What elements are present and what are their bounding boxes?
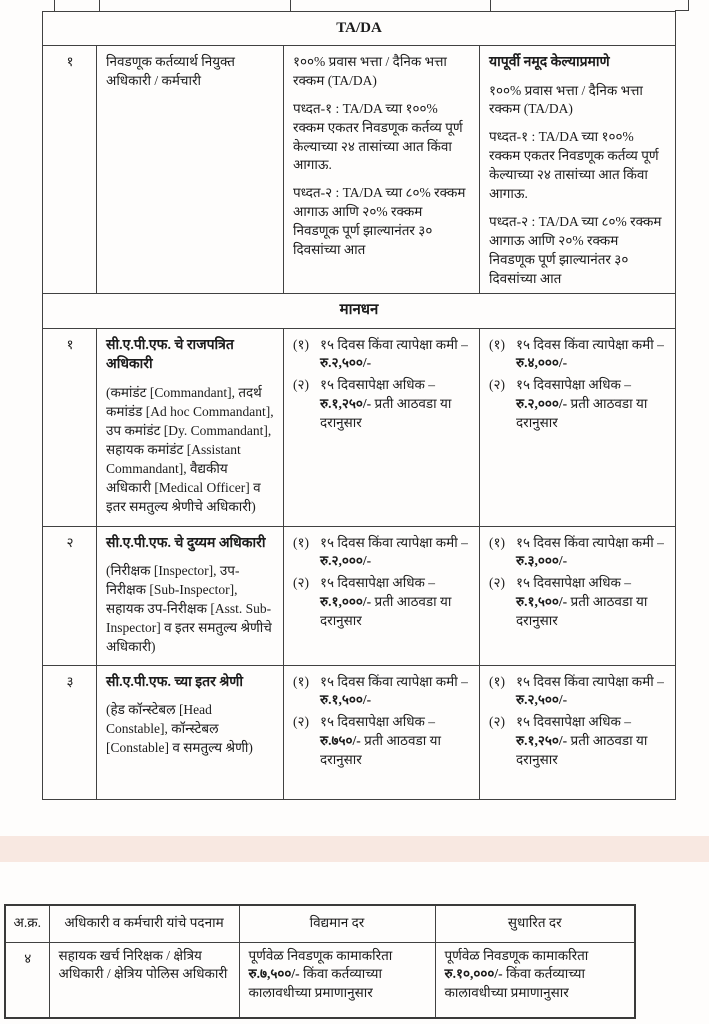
revised-rate-cell <box>435 942 635 1018</box>
rate-pre: १५ दिवसापेक्षा अधिक – <box>320 377 436 393</box>
designation-title: सी.ए.पी.एफ. च्या इतर श्रेणी <box>106 674 243 690</box>
column-header-revised-rate: सुधारित दर <box>435 905 635 942</box>
serial-cell: १ <box>43 46 97 294</box>
rate-item <box>293 534 471 572</box>
rate-post: प्रती आठवडा या दरानुसार <box>516 396 648 431</box>
rate-paragraph: पध्दत-१ : TA/DA च्या १००% रक्कम एकतर निवडणूक कर्तव्य पूर्ण केल्याच्या २४ तासांच्या आत किंवा आगाऊ. <box>293 100 463 173</box>
revised-rates-table <box>4 904 636 1019</box>
table-row <box>43 526 676 665</box>
tada-manadhan-table <box>42 11 676 800</box>
designation-cell <box>97 526 284 665</box>
rate-amount: रु.१,५००/- <box>516 594 568 610</box>
rate-amount: रु.१,२५०/- <box>516 733 568 749</box>
rate-paragraph: पध्दत-२ : TA/DA च्या ८०% रक्कम आगाऊ आणि २०% रक्कम निवडणूक पूर्ण झाल्यानंतर ३० दिवसांच्या आत <box>293 185 466 258</box>
rate-item <box>489 574 667 631</box>
rate-item-text <box>320 574 471 631</box>
rate-item-text <box>320 673 471 711</box>
page-divider-strip <box>0 836 709 862</box>
column-header-current-rate: विद्यमान दर <box>239 905 435 942</box>
rate-item <box>489 336 667 374</box>
rate-pre: १५ दिवसापेक्षा अधिक – <box>516 575 632 591</box>
rate-pre: १५ दिवस किंवा त्यापेक्षा कमी – <box>320 673 468 689</box>
column-header-sn: अ.क्र. <box>5 905 49 942</box>
table-row <box>43 328 676 526</box>
current-rate-cell <box>284 328 480 526</box>
rate-paragraph: पध्दत-१ : TA/DA च्या १००% रक्कम एकतर निवडणूक कर्तव्य पूर्ण केल्याच्या २४ तासांच्या आत किंवा आगाऊ. <box>489 129 659 202</box>
rate-item-text <box>320 336 471 374</box>
rate-item-number: (१) <box>293 534 310 550</box>
rate-amount: रु.१,०००/- <box>320 594 372 610</box>
serial-cell: ४ <box>5 942 49 1018</box>
table-row <box>43 665 676 799</box>
table-row <box>43 46 676 294</box>
current-rate-cell <box>284 526 480 665</box>
rate-amount: रु.१०,०००/- <box>444 966 503 982</box>
rate-item-number: (२) <box>293 377 310 393</box>
designation-title: सी.ए.पी.एफ. चे दुय्यम अधिकारी <box>106 535 266 551</box>
top-sliver-line <box>675 10 689 11</box>
designation-cell <box>97 665 284 799</box>
designation-subtitle: (निरीक्षक [Inspector], उप-निरीक्षक [Sub-Inspector], सहायक उप-निरीक्षक [Asst. Sub-Inspector] व इतर समतुल्य श्रेणीचे अधिकारी) <box>106 563 272 654</box>
top-sliver-line <box>99 0 100 11</box>
revised-rate-cell <box>480 328 676 526</box>
current-rate-cell <box>284 665 480 799</box>
rate-item-text <box>516 376 667 433</box>
rate-item <box>489 376 667 433</box>
current-rate-cell <box>284 46 480 294</box>
rate-amount: रु.२,०००/- <box>516 396 568 412</box>
rate-post: प्रती आठवडा या दरानुसार <box>516 733 648 768</box>
top-sliver-line <box>490 0 491 11</box>
rate-item-text <box>320 713 471 770</box>
rate-pre: १५ दिवस किंवा त्यापेक्षा कमी – <box>320 534 468 550</box>
table-header-row <box>5 905 635 942</box>
rate-pre: १५ दिवस किंवा त्यापेक्षा कमी – <box>516 534 664 550</box>
rate-pre: १५ दिवस किंवा त्यापेक्षा कमी – <box>320 336 468 352</box>
rate-item <box>293 673 471 711</box>
rate-item-number: (२) <box>489 377 506 393</box>
rate-item <box>293 336 471 374</box>
rate-item-number: (२) <box>489 575 506 591</box>
rate-paragraph: १००% प्रवास भत्ता / दैनिक भत्ता रक्कम (TA/DA) <box>293 54 447 88</box>
rate-pre: १५ दिवस किंवा त्यापेक्षा कमी – <box>516 673 664 689</box>
rate-item <box>489 673 667 711</box>
rate-pre: १५ दिवसापेक्षा अधिक – <box>320 714 436 730</box>
rate-pre: पूर्णवेळ निवडणूक कामाकरिता <box>248 947 393 963</box>
rate-amount: रु.१,२५०/- <box>320 396 372 412</box>
designation-text: निवडणूक कर्तव्यार्थ नियुक्त अधिकारी / कर्मचारी <box>106 54 235 88</box>
rate-pre: १५ दिवसापेक्षा अधिक – <box>516 714 632 730</box>
designation-cell: सहायक खर्च निरिक्षक / क्षेत्रिय अधिकारी / क्षेत्रिय पोलिस अधिकारी <box>49 942 239 1018</box>
rate-paragraph: पध्दत-२ : TA/DA च्या ८०% रक्कम आगाऊ आणि २०% रक्कम निवडणूक पूर्ण झाल्यानंतर ३० दिवसांच्या आत <box>489 213 662 286</box>
revised-heading: यापूर्वी नमूद केल्याप्रमाणे <box>489 55 610 70</box>
rate-paragraph: १००% प्रवास भत्ता / दैनिक भत्ता रक्कम (TA/DA) <box>489 82 643 117</box>
rate-pre: पूर्णवेळ निवडणूक कामाकरिता <box>444 947 589 963</box>
rate-item-number: (१) <box>293 673 310 689</box>
rate-amount: रु.३,०००/- <box>516 553 568 569</box>
rate-item-text <box>516 534 667 572</box>
top-sliver-line <box>54 0 55 11</box>
rate-item-number: (२) <box>293 714 310 730</box>
rate-item-text <box>516 574 667 631</box>
rate-post: प्रती आठवडा या दरानुसार <box>320 396 452 431</box>
section-header-row <box>43 293 676 328</box>
section-title-tada: TA/DA <box>43 12 676 46</box>
rate-amount: रु.४,०००/- <box>516 355 568 371</box>
rate-pre: १५ दिवसापेक्षा अधिक – <box>516 377 632 393</box>
revised-rate-cell <box>480 46 676 294</box>
current-rate-cell <box>239 942 435 1018</box>
rate-item-number: (२) <box>489 714 506 730</box>
serial-cell: ३ <box>43 665 97 799</box>
rate-item-number: (२) <box>293 575 310 591</box>
rate-post: प्रती आठवडा या दरानुसार <box>320 733 441 768</box>
designation-title: सी.ए.पी.एफ. चे राजपत्रित अधिकारी <box>106 337 234 373</box>
rate-item <box>489 713 667 770</box>
rate-amount: रु.२,०००/- <box>320 553 372 569</box>
designation-subtitle: (कमांडंट [Commandant], तदर्थ कमांडंड [Ad hoc Commandant], उप कमांडंट [Dy. Commandant], सहायक कमांडंट [Assistant Commandant], वैद्यकीय अधिकारी [Medical Officer] व इतर समतुल्य श्रेणीचे अधिकारी) <box>106 385 274 514</box>
rate-amount: रु.२,५००/- <box>516 692 568 708</box>
rate-pre: १५ दिवसापेक्षा अधिक – <box>320 575 436 591</box>
rate-item-text <box>516 713 667 770</box>
rate-item-text <box>516 336 667 374</box>
rate-item <box>489 534 667 572</box>
rate-amount: रु.२,५००/- <box>320 355 372 371</box>
table-row <box>5 942 635 1018</box>
serial-cell: २ <box>43 526 97 665</box>
rate-item-number: (१) <box>489 534 506 550</box>
serial-cell: १ <box>43 328 97 526</box>
rate-item-number: (१) <box>489 336 506 352</box>
rate-post: किंवा कर्तव्याच्या कालावधीच्या प्रमाणानुसार <box>444 966 585 1001</box>
column-header-designation: अधिकारी व कर्मचारी यांचे पदनाम <box>49 905 239 942</box>
top-sliver-line <box>290 0 291 11</box>
rate-item <box>293 574 471 631</box>
rate-item-number: (१) <box>489 673 506 689</box>
revised-rate-cell <box>480 665 676 799</box>
revised-rate-cell <box>480 526 676 665</box>
rate-item-number: (१) <box>293 336 310 352</box>
rate-item-text <box>320 534 471 572</box>
rate-item-text <box>516 673 667 711</box>
rate-post: प्रती आठवडा या दरानुसार <box>516 594 648 629</box>
rate-amount: रु.७५०/- <box>320 733 361 749</box>
rate-amount: रु.१,५००/- <box>320 692 372 708</box>
designation-cell <box>97 46 284 294</box>
rate-item <box>293 376 471 433</box>
section-title-manadhan: मानधन <box>43 293 676 328</box>
rate-post: प्रती आठवडा या दरानुसार <box>320 594 452 629</box>
designation-cell <box>97 328 284 526</box>
rate-item-text <box>320 376 471 433</box>
rate-post: किंवा कर्तव्याच्या कालावधीच्या प्रमाणानुसार <box>248 966 382 1001</box>
section-header-row <box>43 12 676 46</box>
rate-pre: १५ दिवस किंवा त्यापेक्षा कमी – <box>516 336 664 352</box>
designation-subtitle: (हेड कॉन्स्टेबल [Head Constable], कॉन्स्टेबल [Constable] व समतुल्य श्रेणी) <box>106 702 253 756</box>
rate-item <box>293 713 471 770</box>
rate-amount: रु.७,५००/- <box>248 966 300 982</box>
